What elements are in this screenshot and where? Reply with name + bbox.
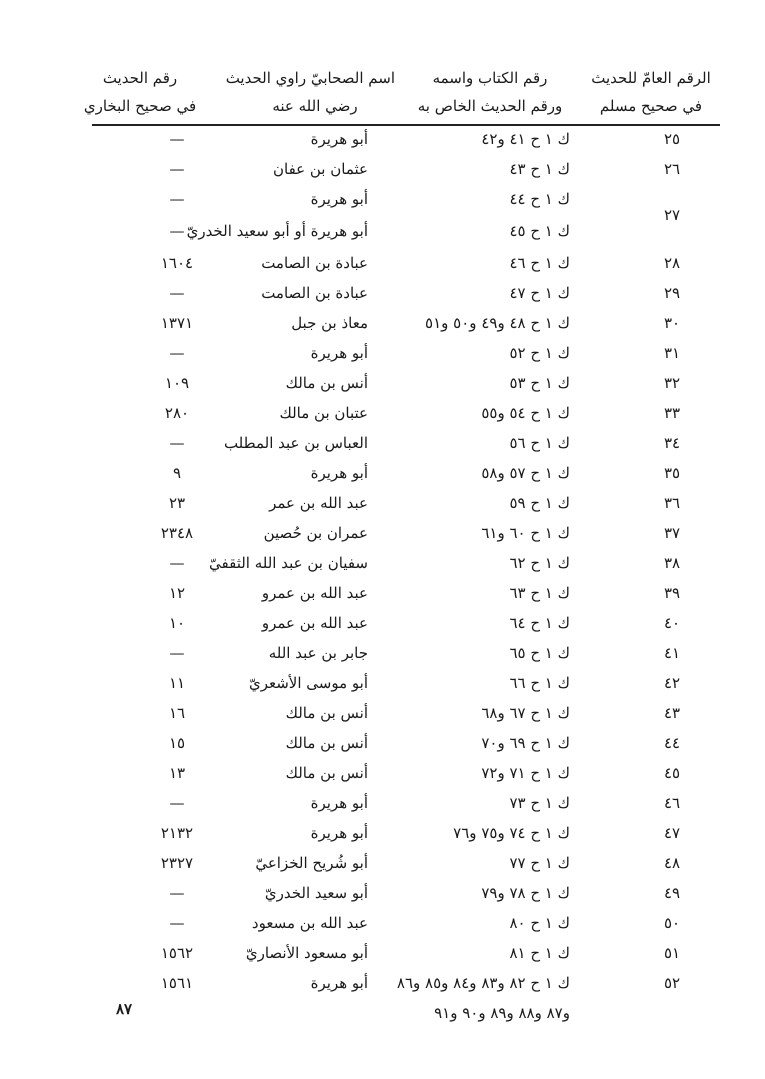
table-row [92, 908, 720, 938]
sahabi-name: أبو هريرة أبو هريرة أو أبو سعيد الخدريّ [186, 190, 368, 240]
page-number: ٨٧ [116, 1000, 133, 1018]
bukhari-number: ١٣٧١ [160, 314, 194, 332]
table-row [92, 548, 720, 578]
sahabi-name: أنس بن مالك [285, 704, 368, 722]
book-ref: ك ١ ح ٦٢ [509, 554, 570, 572]
general-number: ٤١ [663, 644, 681, 662]
sahabi-name: سفيان بن عبد الله الثقفيّ [209, 554, 368, 572]
general-number: ٥٠ [663, 914, 681, 932]
bukhari-number: ١٥٦١ [160, 974, 194, 992]
sahabi-name: أبو هريرة [310, 344, 368, 362]
general-number: ٣٦ [663, 494, 681, 512]
table-row [92, 758, 720, 788]
general-number: ٣٢ [663, 374, 681, 392]
table-row [92, 124, 720, 154]
bukhari-number: ١٣ [168, 764, 186, 782]
bukhari-number: — [169, 914, 185, 932]
bukhari-number: — [169, 794, 185, 812]
book-ref: ك ١ ح ٥٣ [509, 374, 570, 392]
book-ref: ك ١ ح ٥٩ [509, 494, 570, 512]
sahabi-name: العباس بن عبد المطلب [223, 434, 368, 452]
general-number: ٢٦ [663, 160, 681, 178]
general-number: ٣٠ [663, 314, 681, 332]
book-ref: ك ١ ح ٤١ و٤٢ [481, 130, 570, 148]
table-row [92, 728, 720, 758]
book-ref: ك ١ ح ٧٧ [509, 854, 570, 872]
sahabi-name: عثمان بن عفان [273, 160, 368, 178]
general-number: ٤٩ [663, 884, 681, 902]
general-number: ٥١ [663, 944, 681, 962]
book-ref: ك ١ ح ٦٣ [509, 584, 570, 602]
sahabi-name: عمران بن حُصين [263, 524, 368, 542]
book-ref: ك ١ ح ٦٠ و٦١ [481, 524, 570, 542]
sahabi-name: معاذ بن جبل [291, 314, 368, 332]
general-number: ٤٨ [663, 854, 681, 872]
book-ref: ك ١ ح ٤٣ [509, 160, 570, 178]
header-general-number: الرقم العامّ للحديث في صحيح مسلم [591, 69, 711, 115]
general-number: ٣٧ [663, 524, 681, 542]
bukhari-number: ١٠ [168, 614, 186, 632]
book-ref: ك ١ ح ٦٦ [509, 674, 570, 692]
book-ref: ك ١ ح ٧١ و٧٢ [481, 764, 570, 782]
bukhari-number: ١٥ [168, 734, 186, 752]
bukhari-number: ١٦٠٤ [160, 254, 194, 272]
sahabi-name: عبادة بن الصامت [261, 284, 368, 302]
header-book-number: رقم الكتاب واسمه ورقم الحديث الخاص به [417, 69, 563, 115]
general-number: ٣٥ [663, 464, 681, 482]
book-ref: ك ١ ح ٨١ [509, 944, 570, 962]
bukhari-number: — [169, 344, 185, 362]
book-ref: ك ١ ح ٧٤ و٧٥ و٧٦ [453, 824, 570, 842]
table-row [92, 278, 720, 308]
sahabi-name: أنس بن مالك [285, 374, 368, 392]
sahabi-name: عبد الله بن مسعود [251, 914, 368, 932]
bukhari-number: — [169, 554, 185, 572]
book-ref: ك ١ ح ٤٤ ك ١ ح ٤٥ [509, 190, 570, 240]
book-ref: ك ١ ح ٤٧ [509, 284, 570, 302]
bukhari-number: ٢٣ [168, 494, 186, 512]
sahabi-name: عتبان بن مالك [279, 404, 368, 422]
general-number: ٤٠ [663, 614, 681, 632]
bukhari-number: — [169, 434, 185, 452]
book-ref: ك ١ ح ٤٦ [509, 254, 570, 272]
bukhari-number: ١٥٦٢ [160, 944, 194, 962]
sahabi-name: أبو هريرة [310, 974, 368, 992]
general-number: ٢٧ [663, 206, 681, 224]
bukhari-number: ١١ [168, 674, 186, 692]
bukhari-number: ٩ [172, 464, 182, 482]
table-row [92, 154, 720, 184]
sahabi-name: أبو سعيد الخدريّ [264, 884, 368, 902]
header-bukhari-number: رقم الحديث في صحيح البخاري [83, 69, 197, 115]
sahabi-name: أبو هريرة [310, 130, 368, 148]
book-ref: ك ١ ح ٧٣ [509, 794, 570, 812]
general-number: ٤٧ [663, 824, 681, 842]
sahabi-name: عبادة بن الصامت [261, 254, 368, 272]
sahabi-name: أبو شُريح الخزاعيّ [255, 854, 368, 872]
general-number: ٢٨ [663, 254, 681, 272]
book-ref: ك ١ ح ٥٦ [509, 434, 570, 452]
bukhari-number: ٢٣٤٨ [160, 524, 194, 542]
bukhari-number: — [169, 130, 185, 148]
table-row [92, 788, 720, 818]
sahabi-name: أنس بن مالك [285, 764, 368, 782]
general-number: ٣٨ [663, 554, 681, 572]
general-number: ٤٥ [663, 764, 681, 782]
book-ref: ك ١ ح ٧٨ و٧٩ [481, 884, 570, 902]
book-ref-continuation: و٨٧ و٨٨ و٨٩ و٩٠ و٩١ [434, 1004, 570, 1022]
bukhari-number: ٢٣٢٧ [160, 854, 194, 872]
general-number: ٤٤ [663, 734, 681, 752]
book-ref: ك ١ ح ٥٤ و٥٥ [481, 404, 570, 422]
book-ref: ك ١ ح ٨٢ و٨٣ و٨٤ و٨٥ و٨٦ [396, 974, 570, 992]
bukhari-number: ١٢ [168, 584, 186, 602]
general-number: ٣٣ [663, 404, 681, 422]
table-row [92, 608, 720, 638]
table-row [92, 518, 720, 548]
bukhari-number: ٢١٣٢ [160, 824, 194, 842]
general-number: ٤٣ [663, 704, 681, 722]
book-ref: ك ١ ح ٦٩ و٧٠ [481, 734, 570, 752]
sahabi-name: عبد الله بن عمرو [261, 584, 368, 602]
general-number: ٤٦ [663, 794, 681, 812]
bukhari-number: — — [169, 190, 185, 240]
table-row [92, 938, 720, 968]
general-number: ٢٩ [663, 284, 681, 302]
book-ref: ك ١ ح ٦٧ و٦٨ [481, 704, 570, 722]
table-row [92, 668, 720, 698]
book-ref: ك ١ ح ٦٤ [509, 614, 570, 632]
table-row [92, 698, 720, 728]
table-row [92, 248, 720, 278]
sahabi-name: أبو هريرة [310, 824, 368, 842]
table-row [92, 488, 720, 518]
general-number: ٤٢ [663, 674, 681, 692]
table-row [92, 308, 720, 338]
bukhari-number: ٢٨٠ [164, 404, 190, 422]
sahabi-name: أبو هريرة [310, 794, 368, 812]
table-row [92, 818, 720, 848]
general-number: ٢٥ [663, 130, 681, 148]
general-number: ٣٤ [663, 434, 681, 452]
table-row [92, 578, 720, 608]
sahabi-name: أبو موسى الأشعريّ [248, 674, 368, 692]
general-number: ٣١ [663, 344, 681, 362]
bukhari-number: — [169, 160, 185, 178]
table-row [92, 878, 720, 908]
book-ref: ك ١ ح ٦٥ [509, 644, 570, 662]
table-row [92, 184, 720, 248]
table-row [92, 638, 720, 668]
bukhari-number: — [169, 284, 185, 302]
sahabi-name: عبد الله بن عمر [269, 494, 368, 512]
table-row [92, 968, 720, 1030]
sahabi-name: أنس بن مالك [285, 734, 368, 752]
table-row [92, 428, 720, 458]
general-number: ٥٢ [663, 974, 681, 992]
header-sahabi-name: اسم الصحابيّ راوي الحديث رضي الله عنه [225, 69, 395, 115]
book-ref: ك ١ ح ٨٠ [509, 914, 570, 932]
bukhari-number: ١٦ [168, 704, 186, 722]
bukhari-number: — [169, 644, 185, 662]
sahabi-name: أبو هريرة [310, 464, 368, 482]
table-row [92, 458, 720, 488]
table-row [92, 368, 720, 398]
bukhari-number: — [169, 884, 185, 902]
table-row [92, 398, 720, 428]
sahabi-name: جابر بن عبد الله [268, 644, 368, 662]
book-ref: ك ١ ح ٥٧ و٥٨ [481, 464, 570, 482]
table-row [92, 848, 720, 878]
book-ref: ك ١ ح ٤٨ و٤٩ و٥٠ و٥١ [425, 314, 570, 332]
sahabi-name: عبد الله بن عمرو [261, 614, 368, 632]
table-row [92, 338, 720, 368]
hadith-table [92, 124, 720, 1030]
book-ref: ك ١ ح ٥٢ [509, 344, 570, 362]
sahabi-name: أبو مسعود الأنصاريّ [245, 944, 368, 962]
general-number: ٣٩ [663, 584, 681, 602]
bukhari-number: ١٠٩ [164, 374, 190, 392]
